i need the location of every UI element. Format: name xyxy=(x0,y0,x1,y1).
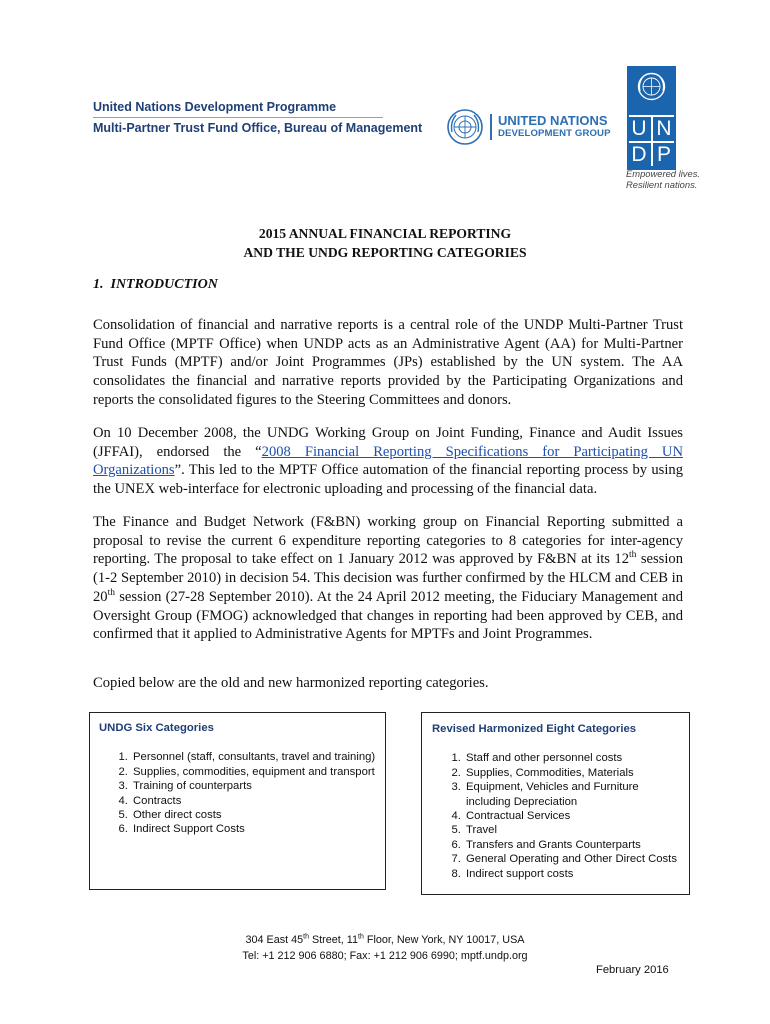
new-categories-heading: Revised Harmonized Eight Categories xyxy=(432,723,637,735)
undp-letter-u: U xyxy=(631,117,647,140)
list-item: 1. Staff and other personnel costs xyxy=(464,751,681,765)
undg-wordmark xyxy=(490,114,611,140)
document-title-line1: 2015 ANNUAL FINANCIAL REPORTING xyxy=(258,226,512,241)
list-item: 4. Contracts xyxy=(131,794,377,808)
tagline-line1: Empowered lives. xyxy=(626,168,700,179)
undp-logo xyxy=(627,66,676,170)
paragraph-2 xyxy=(93,424,683,499)
address-part-a: 304 East 45 xyxy=(245,934,304,946)
address-part-c: Floor, New York, NY 10017, USA xyxy=(363,934,525,946)
paragraph-3 xyxy=(93,513,683,644)
address-part-b: Street, 11 xyxy=(308,934,358,946)
undp-letter-d: D xyxy=(631,143,647,166)
list-item: 6. Transfers and Grants Counterparts xyxy=(464,838,681,852)
new-categories-list xyxy=(432,751,681,881)
new-categories-box xyxy=(421,712,690,895)
header-divider xyxy=(93,117,383,118)
list-item: 5. Travel xyxy=(464,823,681,837)
list-item: 7. General Operating and Other Direct Costs xyxy=(464,852,681,866)
un-emblem-icon xyxy=(636,71,667,102)
undp-letter-n: N xyxy=(656,117,672,140)
list-item: 1. Personnel (staff, consultants, travel and training) xyxy=(131,750,377,764)
undp-tagline xyxy=(626,168,700,190)
list-item: 2. Supplies, commodities, equipment and transport xyxy=(131,765,377,779)
footer-address xyxy=(0,933,770,947)
specifications-link[interactable]: 2008 Financial Reporting Specifications for Participating UN Organizations xyxy=(93,443,683,479)
old-categories-box xyxy=(89,712,386,890)
list-item: 8. Indirect support costs xyxy=(464,867,681,881)
paragraph-1: Consolidation of financial and narrative reports is a central role of the UNDP Multi-Partner Trust Fund Office (MPTF Office) when UNDP acts as an Administrative Agent (AA) for Multi-Partner Trust Funds (MPTF) and/or Joint Programmes (JPs) established by the UN system. The AA consolidates the financial and narrative reports provided by the Participating Organizations and reports the consolidated figures to the Steering Committees and donors. xyxy=(93,317,683,408)
list-item: 2. Supplies, Commodities, Materials xyxy=(464,766,681,780)
list-item: 4. Contractual Services xyxy=(464,809,681,823)
document-date: February 2016 xyxy=(596,964,669,976)
paragraph-2-text-b: ”. This led to the MPTF Office automation of the financial reporting process by using the UNEX web-interface for electronic uploading and processing of the financial data. xyxy=(93,462,683,498)
address-sup-1: th xyxy=(303,933,309,941)
undp-letter-p: P xyxy=(656,143,671,166)
paragraph-3-text-c: session (27-28 September 2010). At the 24 April 2012 meeting, the Fiduciary Management and Oversight Group (FMOG) acknowledged that changes in reporting had been approved by CEB, and confirmed that it applied to Administrative Agents for MPTFs and Joint Programmes. xyxy=(93,588,683,643)
section-heading: 1. INTRODUCTION xyxy=(93,277,218,292)
old-categories-heading: UNDG Six Categories xyxy=(99,722,214,734)
undg-logo xyxy=(446,106,616,148)
address-sup-2: th xyxy=(358,933,364,941)
org-name: United Nations Development Programme xyxy=(93,100,337,114)
list-item: 6. Indirect Support Costs xyxy=(131,822,377,836)
list-item: 3. Equipment, Vehicles and Furniture including Depreciation xyxy=(464,780,681,809)
paragraph-3-text-a: The Finance and Budget Network (F&BN) working group on Financial Reporting submitted a proposal to revise the current 6 expenditure reporting categories to 8 categories for inter-agency reporting. The proposal to take effect on 1 January 2012 was approved by F&BN at its 12 xyxy=(93,514,683,568)
list-item: 5. Other direct costs xyxy=(131,808,377,822)
undg-line2: DEVELOPMENT GROUP xyxy=(498,128,611,139)
paragraph-3-sup-2: th xyxy=(107,587,115,598)
undg-line1: UNITED NATIONS xyxy=(498,113,608,128)
list-item: 3. Training of counterparts xyxy=(131,779,377,793)
footer-contact: Tel: +1 212 906 6880; Fax: +1 212 906 6990; mptf.undp.org xyxy=(242,950,528,962)
paragraph-2-text-a: On 10 December 2008, the UNDG Working Group on Joint Funding, Finance and Audit Issues (JFFAI), endorsed the “ xyxy=(93,425,683,460)
paragraph-3-text-b: session (1-2 September 2010) in decision 54. This decision was further confirmed by the HLCM and CEB in 20 xyxy=(93,551,683,605)
tagline-line2: Resilient nations. xyxy=(626,179,698,190)
office-name: Multi-Partner Trust Fund Office, Bureau of Management xyxy=(93,121,423,135)
paragraph-4: Copied below are the old and new harmonized reporting categories. xyxy=(93,675,489,691)
paragraph-3-sup-1: th xyxy=(629,550,637,561)
un-emblem-icon xyxy=(446,108,484,146)
old-categories-list xyxy=(99,750,377,836)
document-title-line2: AND THE UNDG REPORTING CATEGORIES xyxy=(243,245,527,260)
